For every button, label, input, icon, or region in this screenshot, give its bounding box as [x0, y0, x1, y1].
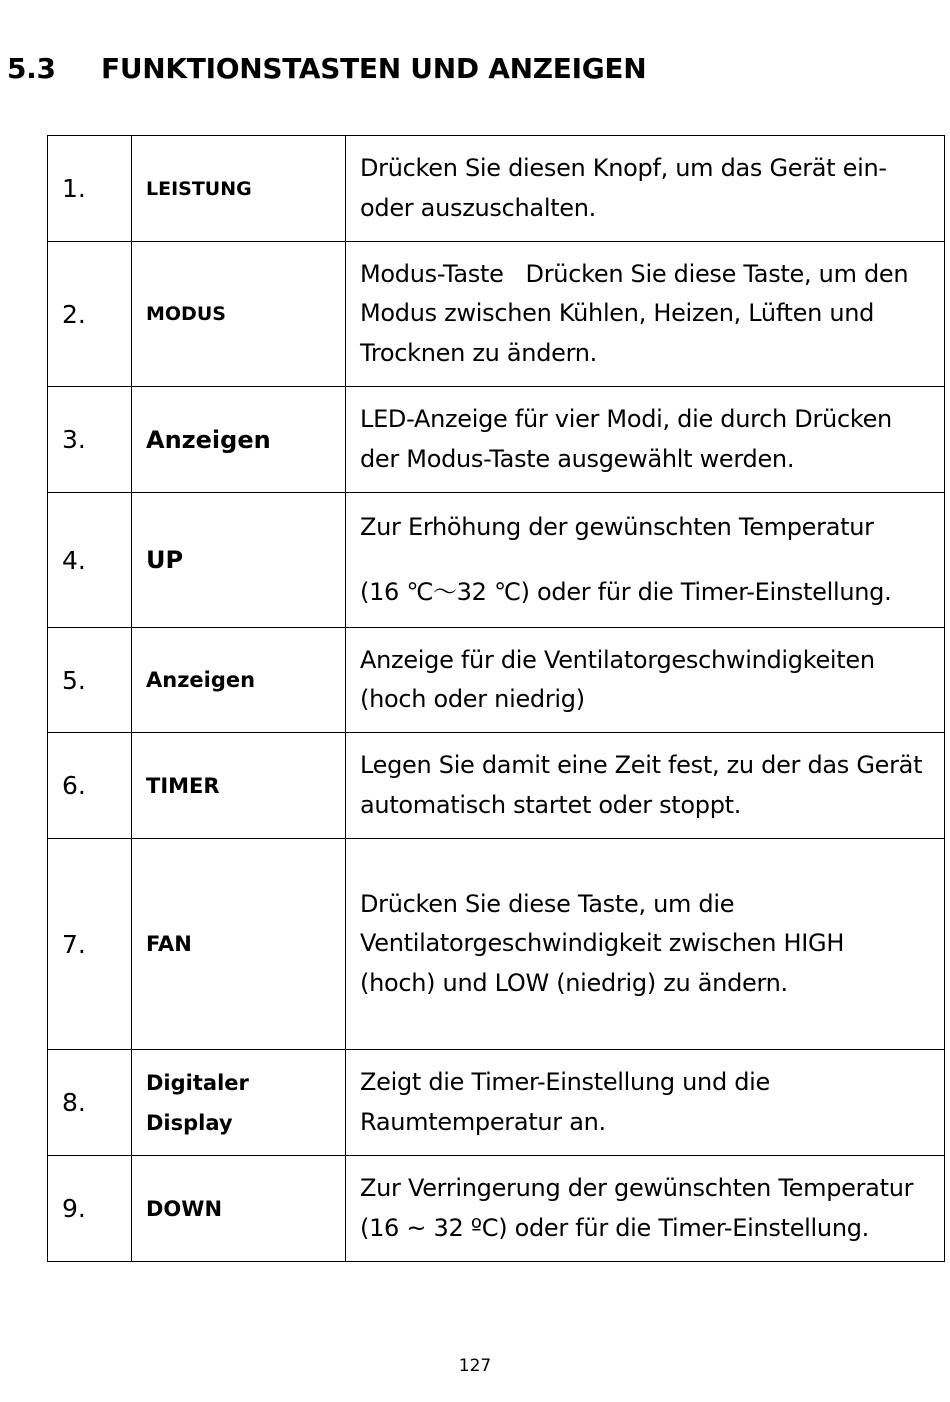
- table-row: [48, 493, 945, 628]
- table-row: [48, 387, 945, 493]
- description-line: automatisch startet oder stoppt.: [360, 790, 742, 819]
- key-description: [346, 839, 945, 1050]
- key-description: [346, 493, 945, 628]
- key-description: [346, 628, 945, 733]
- key-description: [346, 733, 945, 839]
- description-line: Zur Erhöhung der gewünschten Temperatur: [360, 512, 874, 541]
- description-line: Trocknen zu ändern.: [360, 338, 598, 367]
- row-number: 3.: [48, 387, 132, 493]
- description-line: (16 ℃～32 ℃) oder für die Timer-Einstellung.: [360, 578, 892, 606]
- row-number: 9.: [48, 1156, 132, 1262]
- row-number: 1.: [48, 136, 132, 242]
- description-line: Anzeige für die Ventilatorgeschwindigkeiten: [360, 645, 875, 674]
- description-line: Zeigt die Timer-Einstellung und die: [360, 1068, 770, 1096]
- key-name-line: Digitaler: [146, 1070, 249, 1095]
- key-name: UP: [132, 493, 346, 628]
- key-name: Anzeigen: [132, 387, 346, 493]
- description-line: Legen Sie damit eine Zeit fest, zu der das Gerät: [360, 751, 923, 779]
- description-line: Zur Verringerung der gewünschten Temperatur: [360, 1174, 914, 1202]
- description-line: LED-Anzeige für vier Modi, die durch Drücken: [360, 405, 892, 433]
- key-name-line: Display: [146, 1110, 233, 1135]
- description-line: Modus zwischen Kühlen, Heizen, Lüften und: [360, 299, 875, 328]
- key-name: TIMER: [132, 733, 346, 839]
- key-description: [346, 136, 945, 242]
- table-row: [48, 1050, 945, 1156]
- key-description: [346, 387, 945, 493]
- table-row: [48, 242, 945, 387]
- row-number: 7.: [48, 839, 132, 1050]
- table-row: [48, 136, 945, 242]
- description-line: Drücken Sie diesen Knopf, um das Gerät ein-: [360, 154, 887, 182]
- key-description: [346, 1050, 945, 1156]
- section-heading: [7, 52, 646, 85]
- row-number: 8.: [48, 1050, 132, 1156]
- section-number: 5.3: [7, 52, 56, 85]
- description-line: (hoch oder niedrig): [360, 685, 585, 713]
- row-number: 5.: [48, 628, 132, 733]
- key-name: MODUS: [132, 242, 346, 387]
- table-row: [48, 628, 945, 733]
- description-line: oder auszuschalten.: [360, 193, 597, 222]
- description-line: Raumtemperatur an.: [360, 1107, 606, 1136]
- key-name: DOWN: [132, 1156, 346, 1262]
- function-keys-table: [47, 135, 945, 1262]
- page-number: 127: [458, 1356, 492, 1376]
- description-line: Modus-Taste Drücken Sie diese Taste, um den: [360, 259, 909, 288]
- table-row: [48, 839, 945, 1050]
- description-line: Drücken Sie diese Taste, um die: [360, 889, 735, 918]
- section-title: FUNKTIONSTASTEN UND ANZEIGEN: [101, 52, 647, 85]
- description-line: (hoch) und LOW (niedrig) zu ändern.: [360, 968, 788, 997]
- description-line: (16 ~ 32 ºC) oder für die Timer-Einstellung.: [360, 1213, 869, 1242]
- table-row: [48, 1156, 945, 1262]
- key-description: [346, 242, 945, 387]
- key-name: LEISTUNG: [132, 136, 346, 242]
- row-number: 2.: [48, 242, 132, 387]
- description-line: der Modus-Taste ausgewählt werden.: [360, 444, 795, 473]
- row-number: 6.: [48, 733, 132, 839]
- key-description: [346, 1156, 945, 1262]
- row-number: 4.: [48, 493, 132, 628]
- key-name: FAN: [132, 839, 346, 1050]
- description-line: Ventilatorgeschwindigkeit zwischen HIGH: [360, 929, 845, 958]
- key-name: Anzeigen: [132, 628, 346, 733]
- table-row: [48, 733, 945, 839]
- key-name: [132, 1050, 346, 1156]
